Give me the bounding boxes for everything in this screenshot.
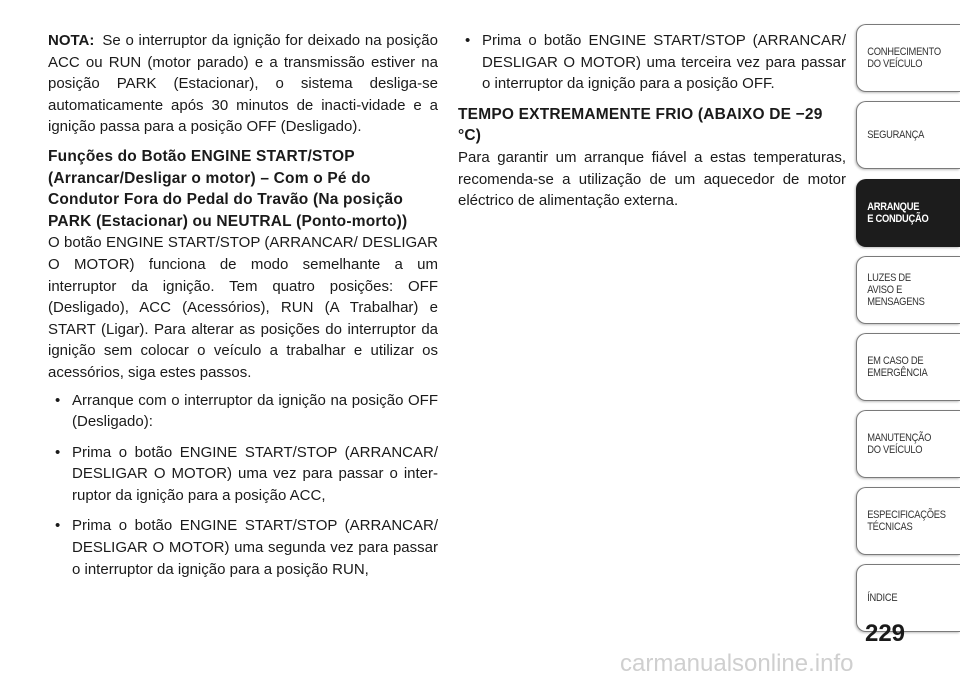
tab-label: EM CASO DE EMERGÊNCIA bbox=[867, 355, 928, 379]
bullet-icon: • bbox=[55, 517, 61, 535]
tab-label: CONHECIMENTO DO VEÍCULO bbox=[867, 46, 941, 70]
list-item-text: Prima o botão ENGINE START/STOP (ARRANCAR/ DESLIGAR O MOTOR) uma vez para passar o inter-ruptor da ignição para a posição ACC, bbox=[72, 443, 438, 504]
list-item-text: Arranque com o interruptor da ignição na posição OFF (Desligado): bbox=[72, 391, 438, 431]
tab-label: ESPECIFICAÇÕES TÉCNICAS bbox=[867, 509, 946, 533]
note-text: Se o interruptor da ignição for deixado na posição ACC ou RUN (motor parado) e a transmissão estiver na posição PARK (Estacionar), o sistema desliga-se automaticamente após 30 minutos de inacti-vidade e a ignição passa para a posição OFF (Desligado). bbox=[48, 32, 438, 136]
note-paragraph bbox=[48, 30, 438, 138]
tab-label: LUZES DE AVISO E MENSAGENS bbox=[867, 272, 925, 308]
list-item bbox=[48, 390, 438, 433]
tab-label: ÍNDICE bbox=[867, 592, 898, 604]
tab-conhecimento-do-veiculo[interactable] bbox=[856, 24, 960, 92]
bullet-icon: • bbox=[55, 391, 61, 409]
tab-especificacoes-tecnicas[interactable] bbox=[856, 487, 960, 555]
body-paragraph: O botão ENGINE START/STOP (ARRANCAR/ DESLIGAR O MOTOR) funciona de modo semelhante a um interruptor da ignição. Tem quatro posições: OFF (Desligado), ACC (Acessórios), RUN (A Trabalhar) e START (Ligar). Para alterar as posições do interruptor da ignição sem colocar o veículo a trabalhar e utilizar os acessórios, siga estes passos. bbox=[48, 234, 438, 381]
list-item-text: Prima o botão ENGINE START/STOP (ARRANCAR/ DESLIGAR O MOTOR) uma terceira vez para passar o interruptor da ignição para a posição OFF. bbox=[482, 32, 846, 93]
section-heading-engine-start-stop: Funções do Botão ENGINE START/STOP (Arrancar/Desligar o motor) – Com o Pé do Condutor Fora do Pedal do Travão (Na posição PARK (Estacionar) ou NEUTRAL (Ponto-morto)) bbox=[48, 147, 408, 230]
tab-manutencao-do-veiculo[interactable] bbox=[856, 410, 960, 478]
tab-seguranca[interactable] bbox=[856, 101, 960, 169]
page-number: 229 bbox=[864, 620, 906, 647]
bullet-icon: • bbox=[465, 32, 471, 49]
list-item bbox=[48, 515, 438, 580]
section-heading-cold-weather: TEMPO EXTREMAMENTE FRIO (ABAIXO DE −29 °C) bbox=[458, 105, 823, 145]
right-column bbox=[458, 30, 846, 220]
tab-arranque-e-conducao[interactable] bbox=[856, 179, 960, 247]
watermark: carmanualsonline.info bbox=[620, 650, 854, 677]
list-item bbox=[48, 442, 438, 507]
tab-label: MANUTENÇÃO DO VEÍCULO bbox=[867, 432, 932, 456]
list-item-text: Prima o botão ENGINE START/STOP (ARRANCAR/ DESLIGAR O MOTOR) uma segunda vez para passar o interruptor da ignição para a posição RUN, bbox=[72, 517, 438, 578]
bullet-list bbox=[458, 30, 846, 95]
tab-label: SEGURANÇA bbox=[867, 129, 925, 141]
bullet-icon: • bbox=[55, 443, 61, 461]
note-label: NOTA: bbox=[48, 32, 95, 49]
left-column bbox=[48, 30, 438, 589]
tab-label: ARRANQUE E CONDUÇÃO bbox=[867, 201, 929, 225]
body-paragraph: Para garantir um arranque fiável a estas temperaturas, recomenda-se a utilização de um aquecedor de motor eléctrico de alimentação externa. bbox=[458, 148, 846, 210]
tab-em-caso-de-emergencia[interactable] bbox=[856, 333, 960, 401]
list-item bbox=[458, 30, 846, 95]
bullet-list bbox=[48, 390, 438, 581]
tab-luzes-de-aviso[interactable] bbox=[856, 256, 960, 324]
